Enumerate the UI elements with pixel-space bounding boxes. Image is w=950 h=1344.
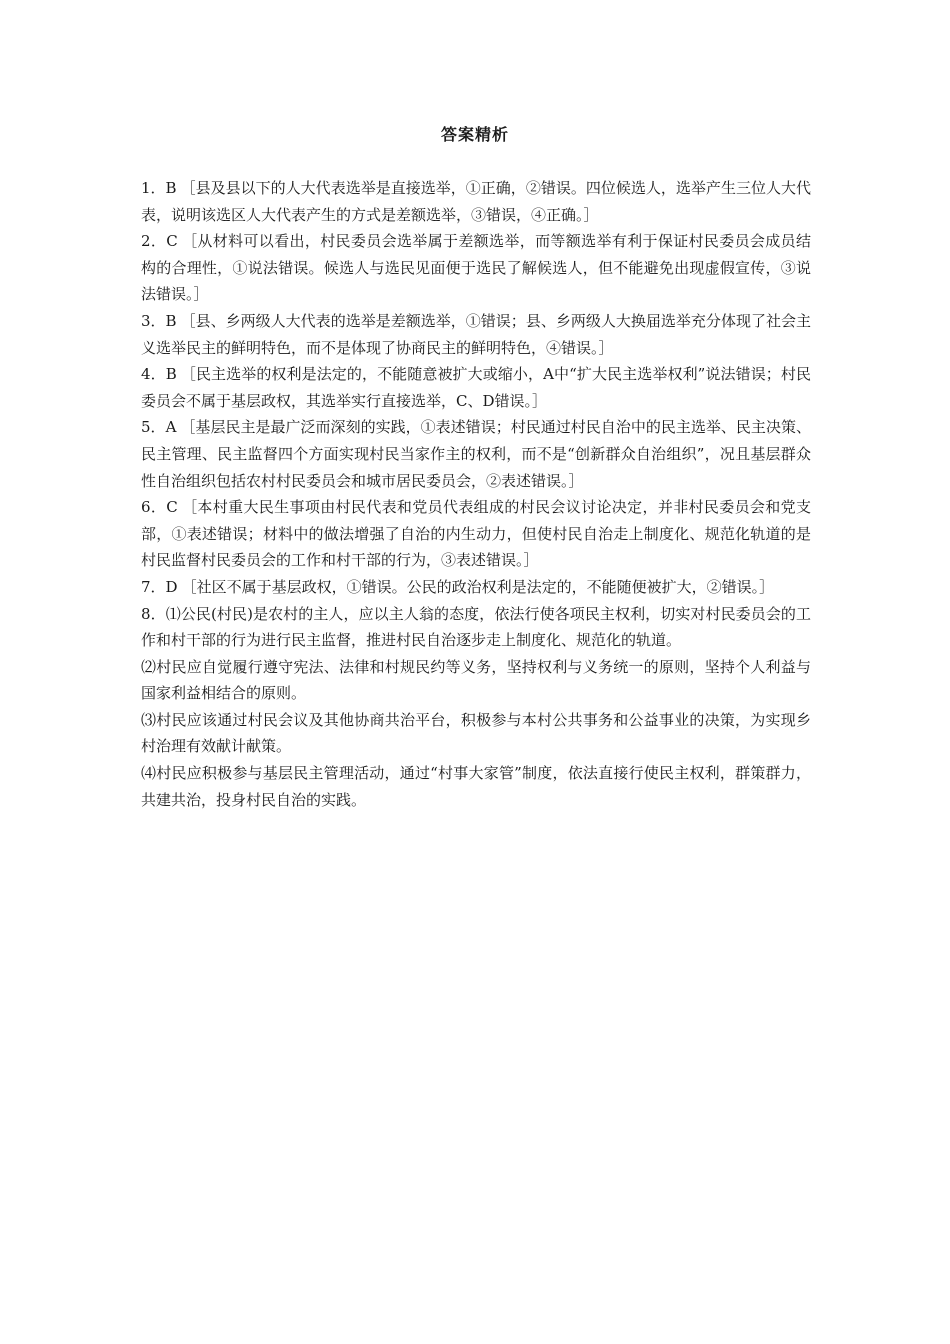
answer-item-8-1 [141, 601, 811, 654]
answer-number: 6．C [141, 498, 178, 517]
answer-item-8-2 [141, 654, 811, 707]
answer-item-2 [141, 228, 811, 308]
answer-text: ［本村重大民生事项由村民代表和党员代表组成的村民会议讨论决定，并非村民委员会和党支部，①表述错误；材料中的做法增强了自治的内生动力，但使村民自治走上制度化、规范化轨道的是村民监督村民委员会的工作和村干部的行为，③表述错误。］ [141, 498, 811, 570]
answer-text: ［从材料可以看出，村民委员会选举属于差额选举，而等额选举有利于保证村民委员会成员结构的合理性，①说法错误。候选人与选民见面便于选民了解候选人，但不能避免出现虚假宣传，③说法错误。］ [141, 232, 811, 304]
answer-number: 7．D [141, 577, 178, 596]
answer-number: 4．B [141, 365, 177, 384]
answer-text: ［县及县以下的人大代表选举是直接选举，①正确，②错误。四位候选人，选举产生三位人大代表，说明该选区人大代表产生的方式是差额选举，③错误，④正确。］ [141, 179, 811, 224]
answer-number: 8． [141, 604, 166, 623]
answer-text: ［县、乡两级人大代表的选举是差额选举，①错误；县、乡两级人大换届选举充分体现了社会主义选举民主的鲜明特色，而不是体现了协商民主的鲜明特色，④错误。］ [141, 311, 811, 357]
answer-item-4 [141, 361, 811, 414]
answer-number: 3．B [141, 311, 177, 330]
answer-text: ［社区不属于基层政权，①错误。公民的政治权利是法定的，不能随便被扩大，②错误。］ [181, 577, 775, 596]
answer-item-8-3 [141, 707, 811, 760]
answer-item-8-4 [141, 760, 811, 813]
answer-list [141, 175, 811, 813]
answer-item-7 [141, 574, 811, 601]
answer-item-5 [141, 414, 811, 494]
answer-number: 2．C [141, 232, 178, 251]
answer-text: ⑷村民应积极参与基层民主管理活动，通过“村事大家管”制度，依法直接行使民主权利，群策群力，共建共治，投身村民自治的实践。 [141, 764, 811, 809]
answer-text: ⑴公民(村民)是农村的主人，应以主人翁的态度，依法行使各项民主权利，切实对村民委员会的工作和村干部的行为进行民主监督，推进村民自治逐步走上制度化、规范化的轨道。 [141, 604, 811, 650]
answer-text: ⑵村民应自觉履行遵守宪法、法律和村规民约等义务，坚持权利与义务统一的原则，坚持个人利益与国家利益相结合的原则。 [141, 657, 811, 703]
answer-text: ［基层民主是最广泛而深刻的实践，①表述错误；村民通过村民自治中的民主选举、民主决策、民主管理、民主监督四个方面实现村民当家作主的权利，而不是“创新群众自治组织”，况且基层群众性自治组织包括农村村民委员会和城市居民委员会，②表述错误。］ [141, 418, 811, 490]
answer-number: 5．A [141, 418, 177, 437]
answer-text: ［民主选举的权利是法定的，不能随意被扩大或缩小，A中“扩大民主选举权利”说法错误；村民委员会不属于基层政权，其选举实行直接选举，C、D错误。］ [141, 365, 811, 410]
page-title: 答案精析 [440, 125, 509, 144]
answer-number: 1．B [141, 179, 177, 197]
answer-item-3 [141, 308, 811, 361]
answer-item-6 [141, 494, 811, 574]
answer-item-1 [141, 175, 811, 228]
answer-text: ⑶村民应该通过村民会议及其他协商共治平台，积极参与本村公共事务和公益事业的决策，为实现乡村治理有效献计献策。 [141, 710, 811, 756]
